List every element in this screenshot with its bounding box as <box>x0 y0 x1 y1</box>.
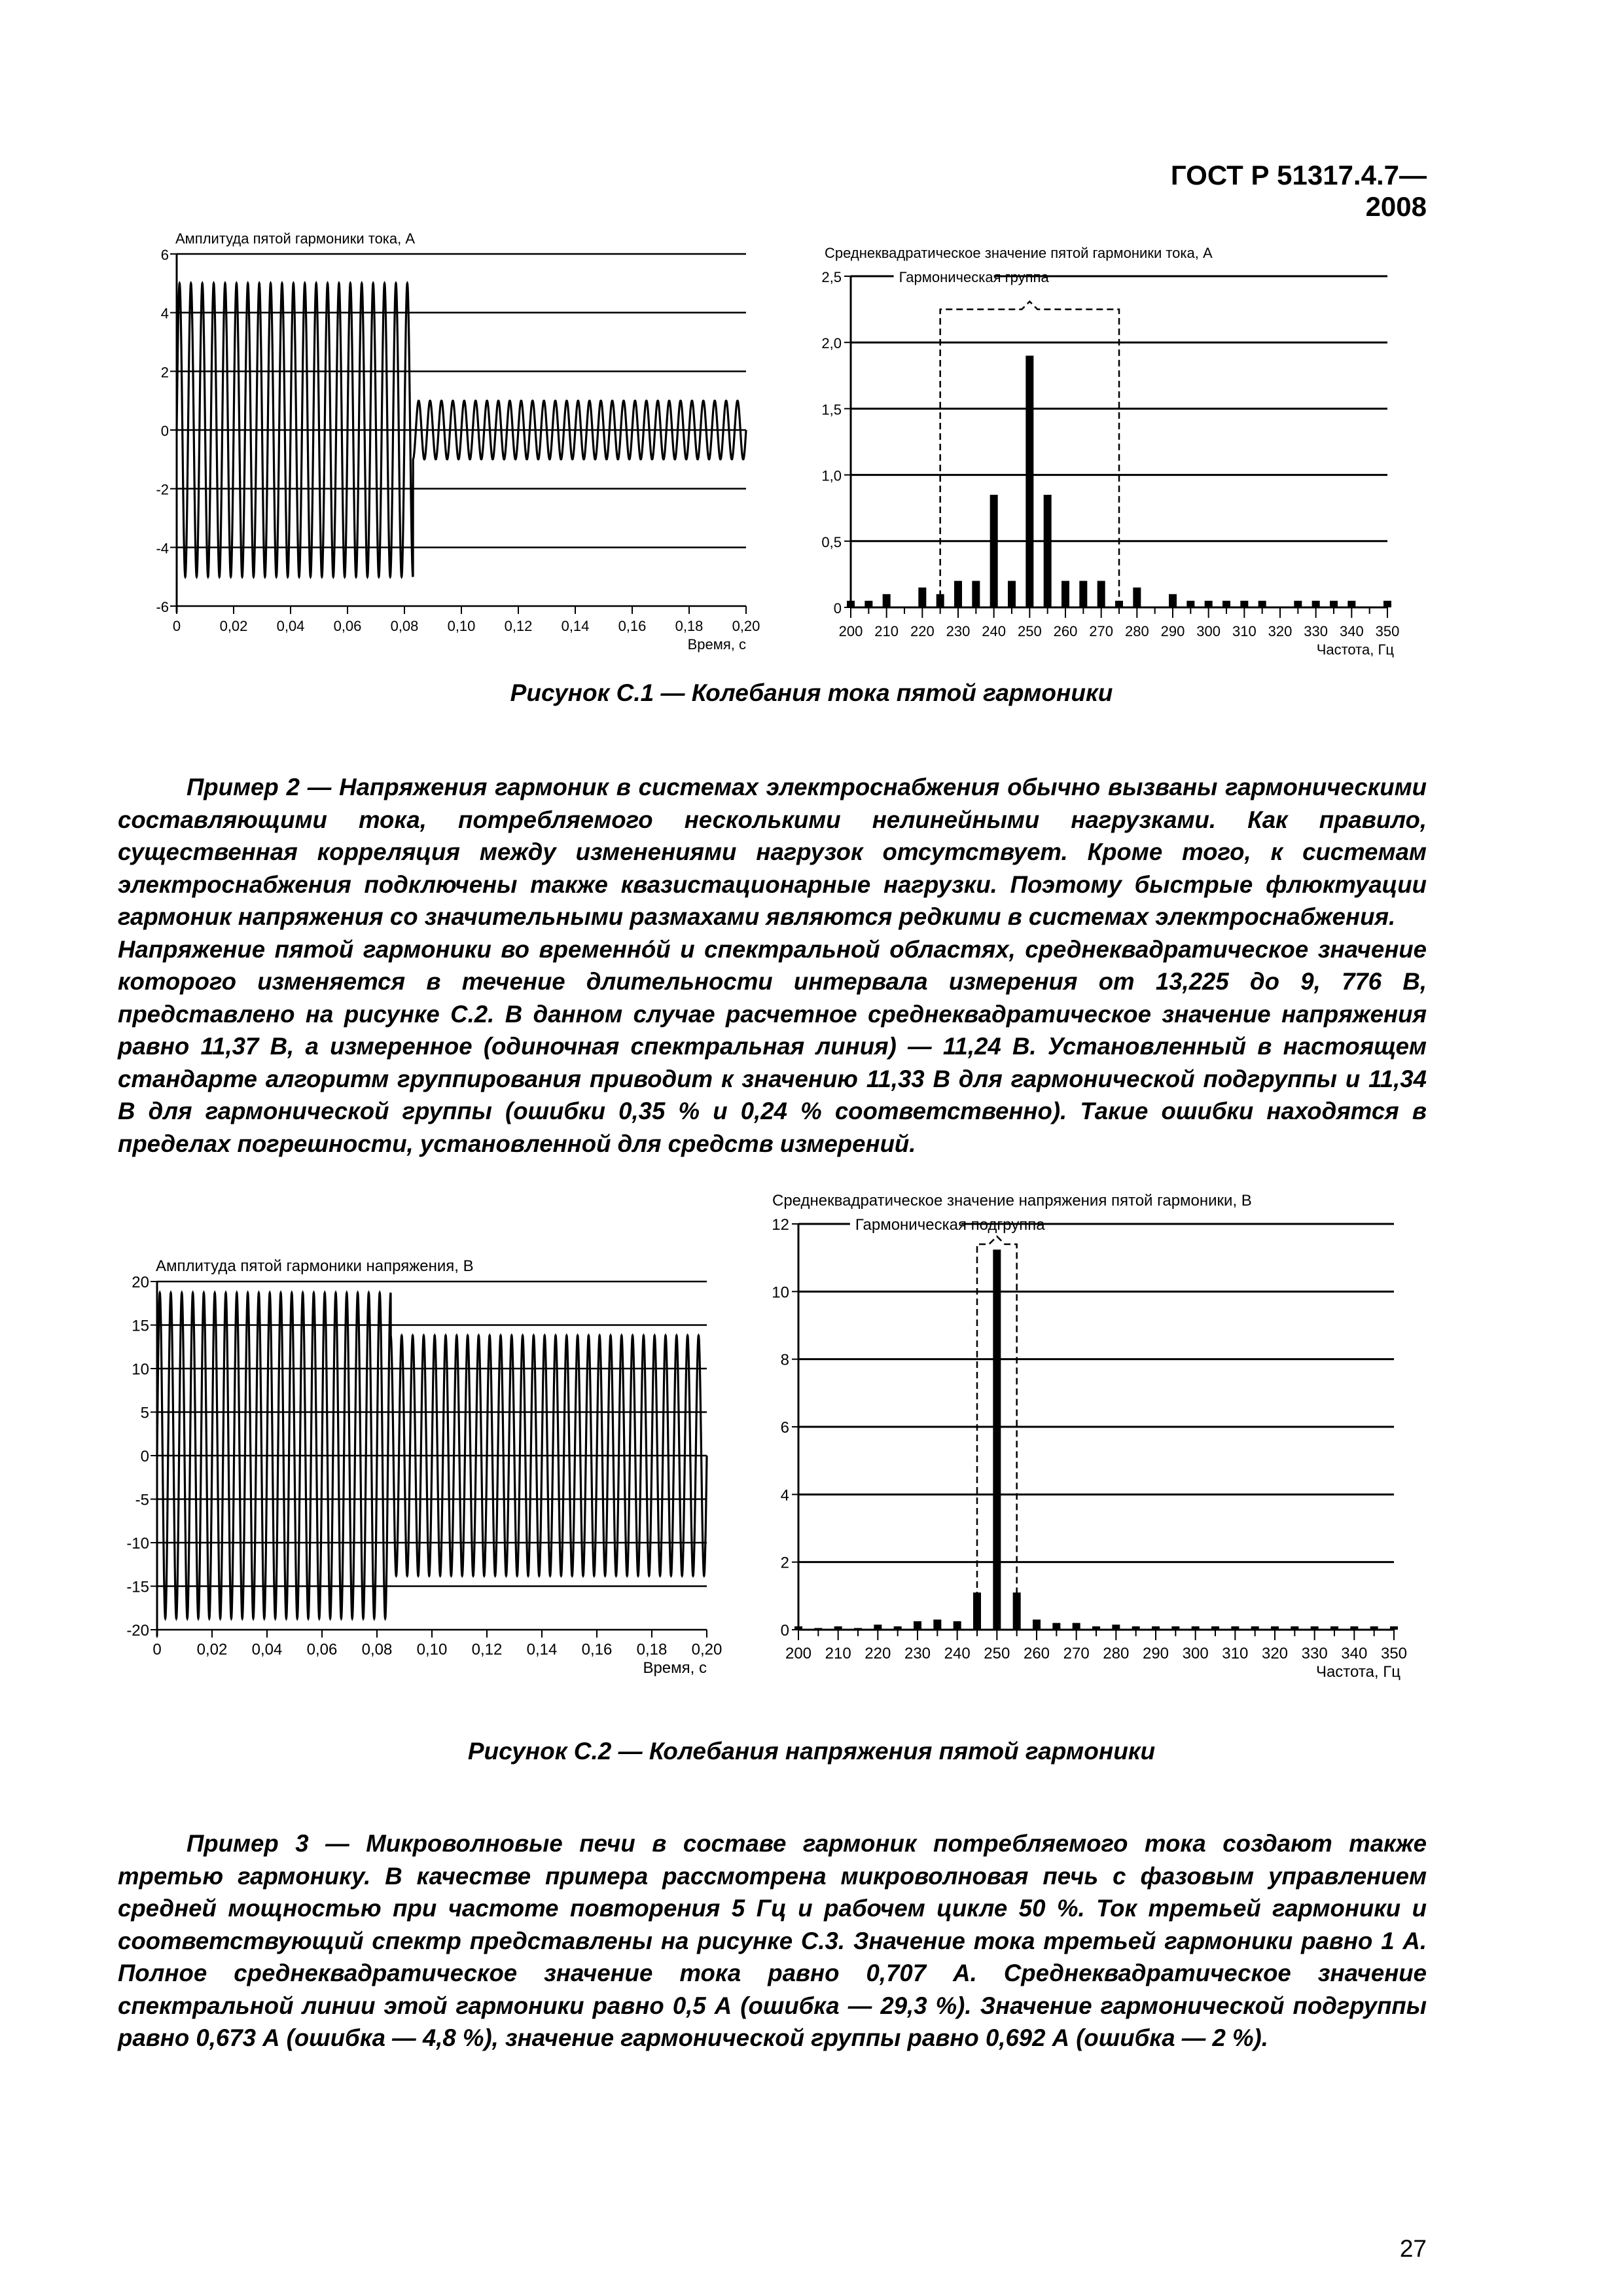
x-tick-label: 250 <box>984 1645 1010 1662</box>
example-2-text <box>118 771 1427 1160</box>
bar <box>1026 355 1033 607</box>
x-tick-label: 0 <box>152 1641 162 1659</box>
y-tick-label: 0 <box>780 1622 789 1640</box>
x-tick-label: 280 <box>1124 623 1149 639</box>
bar <box>1192 1626 1200 1630</box>
x-tick-label: 0,04 <box>251 1641 283 1659</box>
y-tick-label: -10 <box>126 1535 149 1552</box>
y-tick-label: 0 <box>140 1448 149 1465</box>
y-tick-label: 1,0 <box>821 467 842 484</box>
bar <box>1097 581 1105 607</box>
bar <box>918 588 926 607</box>
bar <box>973 1592 981 1630</box>
bar <box>1152 1626 1160 1630</box>
x-tick-label: 0,20 <box>691 1641 722 1659</box>
bar <box>1294 601 1302 607</box>
x-tick-label: 330 <box>1304 623 1329 639</box>
x-tick-label: 260 <box>1053 623 1078 639</box>
x-tick-label: 0,08 <box>361 1641 393 1659</box>
bar <box>1312 601 1320 607</box>
bar <box>854 1628 862 1630</box>
bar <box>1186 601 1194 607</box>
y-tick-label: 6 <box>780 1419 789 1437</box>
bar <box>954 581 962 607</box>
page-number: 27 <box>1399 2235 1427 2262</box>
y-tick-label: -5 <box>135 1491 149 1509</box>
example-2-paragraph-1: Пример 2 — Напряжения гармоник в системах электроснабжения обычно вызваны гармоническими составляющими тока, потребляемого несколькими нелинейными нагрузками. Как правило, существенная корреляция между изменениями нагрузок отсутствует. Кроме того, к системам электроснабжения подключены также квазистационарные нагрузки. Поэтому быстрые флюктуации гармоник напряжения со значительными размахами являются редкими в системах электроснабжения. <box>118 774 1427 930</box>
y-tick-label: 10 <box>132 1361 149 1378</box>
bar <box>1370 1626 1378 1630</box>
x-tick-label: 0,18 <box>636 1641 668 1659</box>
bar <box>1052 1623 1060 1630</box>
bar <box>972 581 980 607</box>
y-tick-label: 4 <box>160 305 169 322</box>
y-axis-title: Амплитуда пятой гармоники тока, А <box>175 230 416 247</box>
bar <box>1079 581 1087 607</box>
x-tick-label: 0,06 <box>306 1641 338 1659</box>
x-tick-label: 310 <box>1222 1645 1249 1662</box>
bar <box>847 601 855 607</box>
x-tick-label: 0,04 <box>276 618 305 634</box>
bar <box>1271 1626 1279 1630</box>
example-3-paragraph: Пример 3 — Микроволновые печи в составе гармоник потребляемого тока создают также третью гармонику. В качестве примера рассмотрена микроволновая печь с фазовым управлением средней мощностью при частоте повторения 5 Гц и рабочем цикле 50 %. Ток третьей гармоники и соответствующий спектр представлены на рисунке С.3. Значение тока третьей гармоники равно 1 А. Полное среднеквадратическое значение тока равно 0,707 А. Среднеквадратическое значение спектральной линии этой гармоники равно 0,5 А (ошибка — 29,3 %). Значение гармонической подгруппы равно 0,673 А (ошибка — 4,8 %), значение гармонической группы равно 0,692 А (ошибка — 2 %). <box>118 1830 1427 2051</box>
bar <box>1044 495 1052 607</box>
y-tick-label: 15 <box>132 1317 149 1335</box>
bar <box>936 594 944 607</box>
y-tick-label: 0,5 <box>821 533 842 550</box>
bar <box>914 1621 921 1630</box>
bar <box>1330 601 1338 607</box>
y-axis-title: Амплитуда пятой гармоники напряжения, В <box>156 1257 474 1275</box>
y-axis-title: Среднеквадратическое значение напряжения пятой гармоники, В <box>772 1192 1252 1210</box>
x-tick-label: 300 <box>1196 623 1221 639</box>
bar <box>794 1626 802 1630</box>
x-tick-label: 200 <box>785 1645 812 1662</box>
group-label: Гармоническая подгруппа <box>855 1216 1045 1234</box>
x-tick-label: 0,08 <box>390 618 419 634</box>
x-tick-label: 0,06 <box>333 618 362 634</box>
y-axis-title: Среднеквадратическое значение пятой гармоники тока, А <box>825 245 1213 261</box>
waveform-line <box>157 1293 707 1618</box>
x-tick-label: 340 <box>1341 1645 1368 1662</box>
bar <box>1311 1626 1319 1630</box>
x-tick-label: 310 <box>1232 623 1257 639</box>
x-tick-label: 0,16 <box>618 618 647 634</box>
bar <box>993 1249 1001 1630</box>
x-axis-title: Частота, Гц <box>1315 1663 1400 1681</box>
x-tick-label: 290 <box>1160 623 1185 639</box>
x-tick-label: 330 <box>1301 1645 1328 1662</box>
y-tick-label: 5 <box>140 1404 149 1422</box>
x-tick-label: 340 <box>1339 623 1364 639</box>
bar <box>1013 1592 1021 1630</box>
figure-c2-waveform-chart <box>118 1230 746 1695</box>
bar <box>1205 601 1213 607</box>
bar <box>1061 581 1069 607</box>
x-tick-label: 0,10 <box>416 1641 448 1659</box>
bar <box>1240 601 1248 607</box>
bar <box>874 1624 882 1630</box>
bar <box>933 1620 941 1630</box>
bar <box>1033 1620 1041 1630</box>
bar <box>1112 1624 1120 1630</box>
x-tick-label: 220 <box>910 623 935 639</box>
y-tick-label: 4 <box>780 1486 789 1505</box>
bar <box>1169 594 1177 607</box>
y-tick-label: 2,0 <box>821 335 842 352</box>
y-tick-label: 2 <box>780 1554 789 1572</box>
bar <box>1347 601 1355 607</box>
bar <box>865 601 872 607</box>
bar <box>1231 1626 1239 1630</box>
y-tick-label: 10 <box>772 1283 789 1302</box>
y-tick-label: -20 <box>126 1622 149 1640</box>
x-tick-label: 0,14 <box>526 1641 558 1659</box>
x-tick-label: 210 <box>874 623 899 639</box>
bar <box>1211 1626 1219 1630</box>
bar <box>1092 1626 1100 1630</box>
y-tick-label: 1,5 <box>821 401 842 418</box>
bar <box>1251 1626 1259 1630</box>
y-tick-label: -6 <box>156 599 169 615</box>
y-tick-label: 8 <box>780 1351 789 1369</box>
bar <box>834 1626 842 1630</box>
y-tick-label: 12 <box>772 1216 789 1234</box>
bar <box>1390 1626 1398 1630</box>
y-tick-label: 6 <box>160 247 169 263</box>
bar <box>814 1628 822 1630</box>
y-tick-label: 0 <box>160 423 169 439</box>
bar <box>1008 581 1016 607</box>
y-tick-label: -15 <box>126 1578 149 1596</box>
bar <box>1258 601 1266 607</box>
x-tick-label: 320 <box>1261 1645 1289 1662</box>
x-axis-title: Частота, Гц <box>1316 641 1394 658</box>
bar <box>990 495 998 607</box>
x-tick-label: 230 <box>904 1645 931 1662</box>
bar <box>1222 601 1230 607</box>
x-tick-label: 320 <box>1268 623 1293 639</box>
x-tick-label: 350 <box>1375 623 1400 639</box>
bar <box>883 594 891 607</box>
x-tick-label: 210 <box>825 1645 851 1662</box>
figure-c1-waveform-chart <box>118 229 772 668</box>
x-tick-label: 0,18 <box>675 618 704 634</box>
y-tick-label: 20 <box>132 1274 149 1291</box>
figure-c2-caption: Рисунок С.2 — Колебания напряжения пятой гармоники <box>467 1738 1156 1765</box>
bar <box>1383 601 1391 607</box>
x-tick-label: 0,14 <box>561 618 590 634</box>
x-tick-label: 270 <box>1063 1645 1090 1662</box>
x-tick-label: 270 <box>1089 623 1114 639</box>
y-tick-label: 2 <box>160 364 169 381</box>
y-tick-label: 2,5 <box>821 269 842 285</box>
x-tick-label: 0 <box>172 618 181 634</box>
bar <box>1350 1626 1358 1630</box>
figure-c1-spectrum-chart <box>798 236 1427 668</box>
y-tick-label: -2 <box>156 481 169 498</box>
x-tick-label: 0,12 <box>504 618 533 634</box>
bar <box>1291 1626 1298 1630</box>
x-tick-label: 290 <box>1142 1645 1169 1662</box>
x-tick-label: 240 <box>944 1645 971 1662</box>
example-2-paragraph-2: Напряжение пятой гармоники во временно́й и спектральной областях, среднеквадратическое значение которого изменяется в течение длительности интервала измерения от 13,225 до 9, 776 В, представлено на рисунке С.2. В данном случае расчетное среднеквадратическое значение напряжения равно 11,37 В, а измеренное (одиночная спектральная линия) — 11,24 В. Установленный в настоящем стандарте алгоритм группирования приводит к значению 11,33 В для гармонической подгруппы и 11,34 В для гармонической группы (ошибки 0,35 % и 0,24 % соответственно). Такие ошибки находятся в пределах погрешности, установленной для средств измерений. <box>118 935 1427 1157</box>
figure-c1-caption: Рисунок С.1 — Колебания тока пятой гармоники <box>510 679 1113 706</box>
x-tick-label: 0,10 <box>447 618 476 634</box>
x-tick-label: 0,02 <box>219 618 248 634</box>
x-axis-title: Время, с <box>687 636 746 653</box>
document-header: ГОСТ Р 51317.4.7—2008 <box>1170 160 1427 222</box>
x-tick-label: 230 <box>946 623 971 639</box>
x-axis-title: Время, с <box>643 1659 707 1677</box>
bar <box>1115 601 1123 607</box>
x-tick-label: 250 <box>1017 623 1042 639</box>
bar <box>1132 1626 1140 1630</box>
bar <box>1171 1626 1179 1630</box>
y-tick-label: -4 <box>156 540 169 557</box>
x-tick-label: 0,12 <box>471 1641 503 1659</box>
bar <box>894 1626 902 1630</box>
bar <box>1133 588 1141 607</box>
bar <box>954 1621 961 1630</box>
x-tick-label: 280 <box>1103 1645 1130 1662</box>
x-tick-label: 220 <box>865 1645 891 1662</box>
x-tick-label: 260 <box>1023 1645 1050 1662</box>
x-tick-label: 350 <box>1380 1645 1408 1662</box>
x-tick-label: 0,20 <box>732 618 760 634</box>
x-tick-label: 0,02 <box>196 1641 228 1659</box>
bar <box>1330 1626 1338 1630</box>
waveform-line <box>177 283 746 577</box>
y-tick-label: 0 <box>833 600 842 617</box>
bar <box>1073 1623 1080 1630</box>
x-tick-label: 240 <box>982 623 1007 639</box>
figure-c2-spectrum-chart <box>753 1185 1433 1695</box>
x-tick-label: 0,16 <box>581 1641 613 1659</box>
x-tick-label: 300 <box>1182 1645 1209 1662</box>
group-label: Гармоническая группа <box>899 269 1049 285</box>
example-3-text <box>118 1827 1427 2054</box>
x-tick-label: 200 <box>838 623 863 639</box>
